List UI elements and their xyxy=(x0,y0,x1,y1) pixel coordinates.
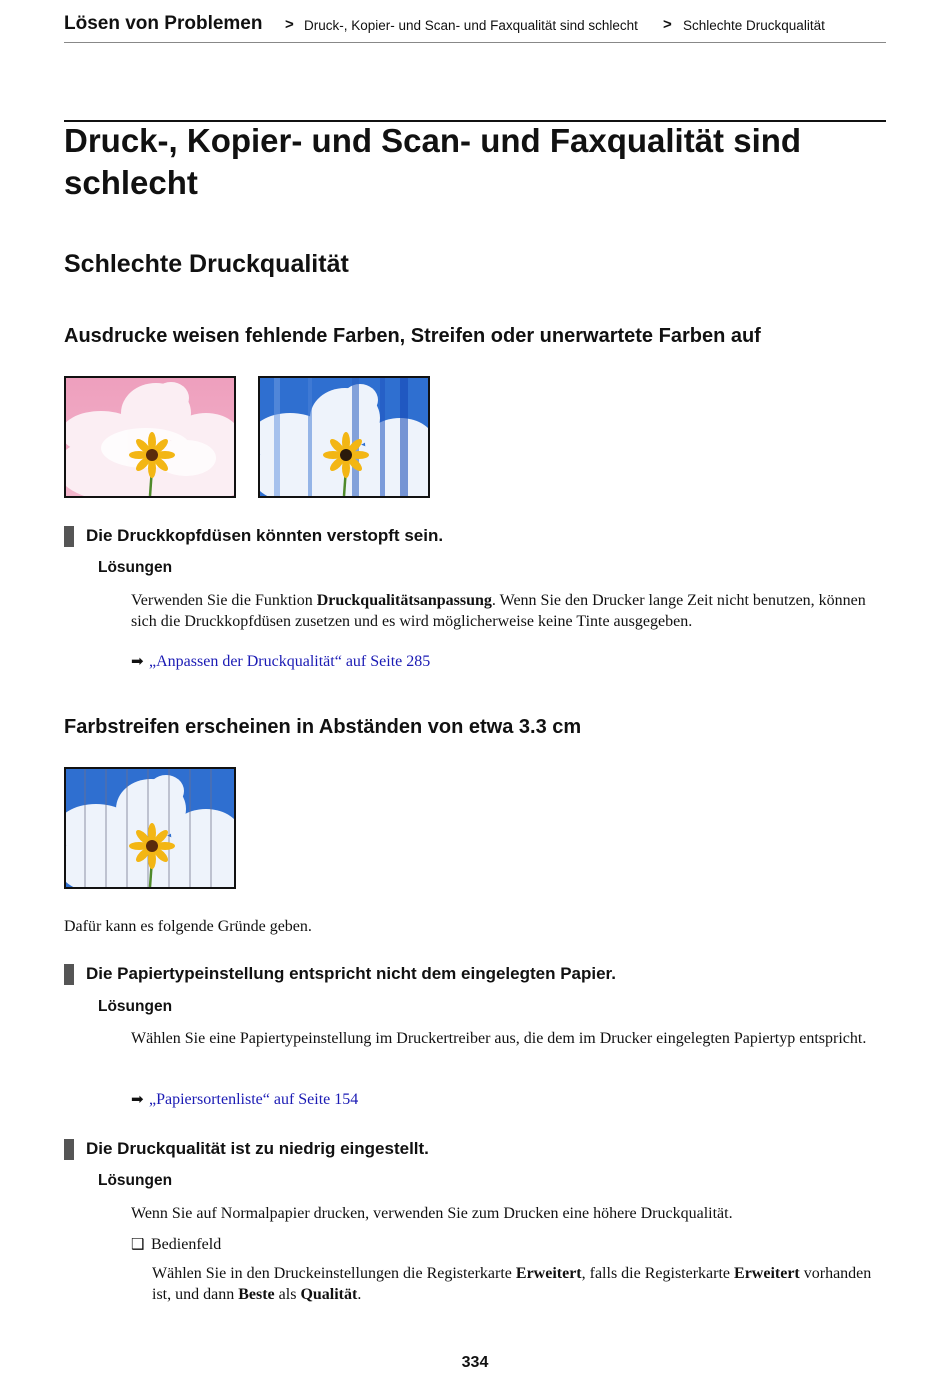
cause-heading-low-quality xyxy=(64,1138,429,1160)
breadcrumb-item-quality[interactable]: Druck-, Kopier- und Scan- und Faxqualität sind schlecht xyxy=(304,18,638,33)
sunflower-image-banding xyxy=(64,767,236,889)
bullet-label: Bedienfeld xyxy=(151,1236,222,1253)
intro-text: Dafür kann es folgende Gründe geben. xyxy=(64,918,312,935)
cause-marker xyxy=(64,526,74,547)
link-text[interactable]: „Papiersortenliste“ auf Seite 154 xyxy=(149,1091,359,1108)
solution-text-quality: Wenn Sie auf Normalpapier drucken, verwenden Sie zum Drucken eine höhere Druckqualität. xyxy=(131,1205,733,1222)
subsection-heading-color-banding: Farbstreifen erscheinen in Abständen von etwa 3.3 cm xyxy=(64,716,582,738)
link-print-quality-adjustment[interactable] xyxy=(131,651,430,672)
subsection-heading-missing-colors: Ausdrucke weisen fehlende Farben, Streifen oder unerwartete Farben auf xyxy=(64,325,761,347)
arrow-right-icon: ➡ xyxy=(131,652,144,670)
breadcrumb-separator: > xyxy=(285,16,294,33)
link-text[interactable]: „Anpassen der Druckqualität“ auf Seite 285 xyxy=(149,653,431,670)
sunflower-image-pink-sky xyxy=(64,376,236,498)
bullet-control-panel xyxy=(131,1234,891,1255)
breadcrumb-chapter[interactable]: Lösen von Problemen xyxy=(64,13,263,34)
page-number: 334 xyxy=(461,1354,489,1371)
cause-marker xyxy=(64,1139,74,1160)
bullet-detail-text: Wählen Sie in den Druckeinstellungen die Registerkarte Erweitert, falls die Registerkarte Erweitert vorhanden ist, und dann Beste als Qualität. xyxy=(152,1265,872,1303)
page-title: Druck-, Kopier- und Scan- und Faxqualität sind schlecht xyxy=(64,122,802,201)
solution-text-nozzle-check: Verwenden Sie die Funktion Druckqualitätsanpassung. Wenn Sie den Drucker lange Zeit nicht benutzen, können sich die Druckkopfdüsen zusetzen und es wird möglicherweise keine Tinte ausgegeben. xyxy=(131,592,866,630)
link-paper-type-list[interactable] xyxy=(131,1089,358,1110)
cause-marker xyxy=(64,964,74,985)
breadcrumb-item-current: Schlechte Druckqualität xyxy=(683,18,825,33)
solutions-label: Lösungen xyxy=(98,998,173,1015)
cause-heading-paper-type xyxy=(64,963,616,985)
cause-heading-clogged-nozzles xyxy=(64,525,443,547)
arrow-right-icon: ➡ xyxy=(131,1090,144,1108)
solution-text-paper-type: Wählen Sie eine Papiertypeinstellung im Druckertreiber aus, die dem im Drucker eingelegten Papiertyp entspricht. xyxy=(131,1030,867,1047)
solutions-label: Lösungen xyxy=(98,1172,173,1189)
breadcrumb xyxy=(64,10,886,43)
cause-text: Die Druckkopfdüsen könnten verstopft sein. xyxy=(86,526,444,545)
section-heading: Schlechte Druckqualität xyxy=(64,250,349,278)
cause-text: Die Papiertypeinstellung entspricht nicht dem eingelegten Papier. xyxy=(86,964,616,983)
sunflower-image-streaks xyxy=(258,376,430,498)
breadcrumb-separator: > xyxy=(663,16,672,33)
cause-text: Die Druckqualität ist zu niedrig eingestellt. xyxy=(86,1139,429,1158)
checkbox-icon: ❑ xyxy=(131,1235,145,1253)
solutions-label: Lösungen xyxy=(98,559,173,576)
